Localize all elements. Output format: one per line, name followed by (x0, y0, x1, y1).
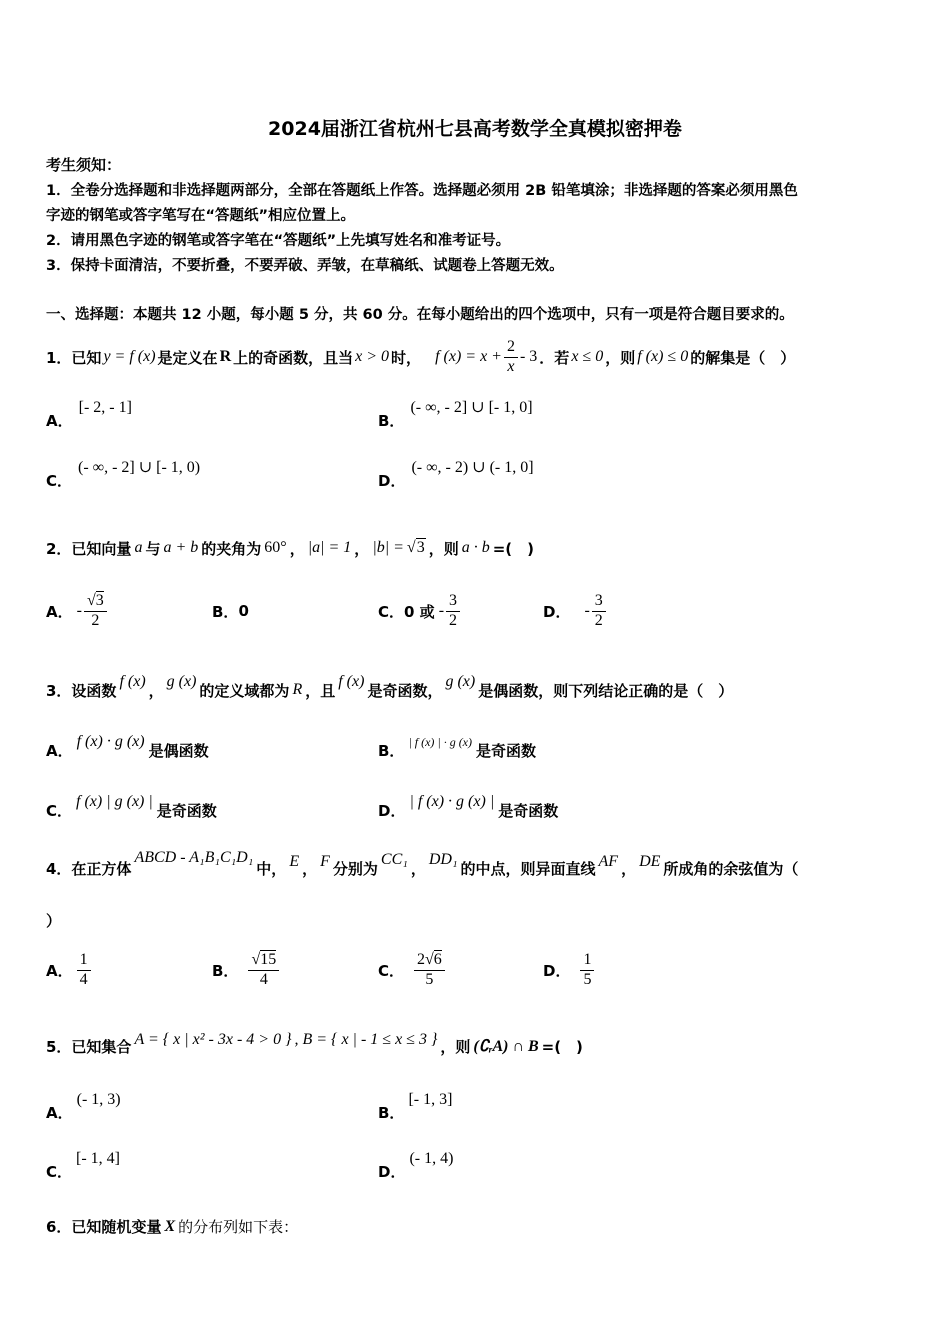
q4-text: 的中点，则异面直线 (460, 859, 596, 878)
q6-X: X (164, 1217, 176, 1235)
q4-option-d[interactable]: D． $\frac{1}{5}$ (543, 946, 594, 994)
q2-vector-a: a (134, 539, 143, 556)
q3-text: 是偶函数，则下列结论正确的是（ ） (478, 681, 734, 700)
q4-option-c[interactable]: C． $\frac{2√6}{5}$ (378, 946, 445, 994)
q2-angle: 60° (264, 539, 287, 556)
q4-option-b[interactable]: B． $\frac{√15}{4}$ (212, 946, 279, 994)
q2-option-d[interactable]: D． - $\frac{3}{2}$ (543, 588, 606, 634)
q1-fx-right: - 3 (519, 348, 538, 365)
q2-sqrt: √3 (406, 539, 425, 556)
q5-text: =( ) (541, 1037, 583, 1056)
q5-expression: (∁ᵣA) ∩ B (473, 1038, 539, 1055)
q4-de: DE (639, 853, 661, 870)
q4-E: E (289, 853, 300, 870)
q1-R: R (219, 348, 232, 365)
q1-text: 上的奇函数，且当 (233, 348, 354, 367)
q1-text: ．若 (539, 348, 570, 367)
q2-option-b[interactable]: B． 0 (212, 602, 249, 621)
q1-inequality: f (x) ≤ 0 (637, 348, 689, 365)
q1-text: 是定义在 (157, 348, 218, 367)
page-title: 2024届浙江省杭州七县高考数学全真模拟密押卷 (268, 118, 682, 140)
q4-sep: ， (302, 859, 318, 878)
q3-sep: ， (148, 681, 164, 700)
q2-dot: a · b (461, 539, 490, 556)
q2-option-c[interactable]: C． 0 或 - $\frac{3}{2}$ (378, 588, 460, 634)
q1-fraction: $\frac{2}{x}$ (504, 338, 518, 376)
q2-number: 2．已知向量 (46, 539, 132, 558)
section-heading: 一、选择题：本题共 12 小题，每小题 5 分，共 60 分。在每小题给出的四个选项中，只有一项是符合题目要求的。 (46, 307, 794, 323)
q3-R: R (292, 681, 303, 698)
q3-f2: f (x) (338, 673, 365, 690)
q3-text: 的定义域都为 (199, 681, 290, 700)
q2-mod-b: |b| = (372, 539, 404, 556)
q2-mod-a: |a| = 1 (307, 539, 352, 556)
notice-line: 字迹的钢笔或答字笔写在“答题纸”相应位置上。 (46, 208, 356, 224)
q1-option-c[interactable]: C．(- ∞, - 2] ∪ [- 1, 0) (46, 459, 201, 490)
q6-number: 6．已知随机变量 (46, 1218, 162, 1236)
q5-option-d[interactable]: D． (- 1, 4) (378, 1150, 454, 1181)
question-2 (46, 532, 534, 564)
q1-option-a[interactable]: A．[- 2, - 1] (46, 399, 132, 430)
question-5 (46, 1030, 583, 1062)
q4-text: 所成角的余弦值为（ (663, 859, 799, 878)
q5-option-b[interactable]: B． [- 1, 3] (378, 1091, 453, 1122)
q3-option-b[interactable]: B． | f (x) | · g (x) 是奇函数 (378, 734, 537, 760)
q5-text: ，则 (440, 1037, 471, 1056)
q4-number: 4．在正方体 (46, 859, 132, 878)
q3-option-d[interactable]: D． | f (x) · g (x) | 是奇函数 (378, 793, 559, 820)
q1-text: ，则 (605, 348, 636, 367)
notice-line: 3．保持卡面清洁，不要折叠，不要弄破、弄皱，在草稿纸、试题卷上答题无效。 (46, 258, 564, 274)
q1-number: 1．已知 (46, 348, 102, 367)
q2-sep: ， (354, 539, 370, 558)
q4-F: F (320, 853, 330, 870)
q3-f: f (x) (119, 673, 146, 690)
q2-vector-sum: a + b (163, 539, 199, 556)
question-6 (46, 1216, 298, 1237)
q2-text: 与 (145, 539, 161, 558)
q3-g2: g (x) (445, 673, 476, 690)
q2-option-a[interactable]: A． - $\frac{√3}{2}$ (46, 588, 107, 634)
q4-sep: ， (621, 859, 637, 878)
q5-number: 5．已知集合 (46, 1037, 132, 1056)
q4-option-a[interactable]: A． $\frac{1}{4}$ (46, 946, 91, 994)
q4-close-paren: ） (46, 912, 62, 930)
q2-text: =( ) (492, 539, 534, 558)
q1-text: 的解集是（ ） (690, 348, 796, 367)
q2-text: 的夹角为 (201, 539, 262, 558)
question-3 (46, 674, 733, 706)
q1-option-d[interactable]: D．(- ∞, - 2) ∪ (- 1, 0] (378, 459, 534, 490)
q4-cc1: CC₁ (380, 851, 408, 868)
question-4 (46, 849, 799, 884)
q1-text: 时， (391, 348, 422, 367)
q3-g: g (x) (166, 673, 197, 690)
q2-text: ，则 (428, 539, 459, 558)
q4-sep: ， (410, 859, 426, 878)
q3-number: 3．设函数 (46, 681, 117, 700)
q3-option-c[interactable]: C． f (x) | g (x) | 是奇函数 (46, 793, 217, 820)
question-1 (46, 334, 795, 380)
q3-text: 是奇函数， (367, 681, 443, 700)
notice-heading: 考生须知： (46, 156, 122, 174)
q1-fx-left: f (x) = x + (435, 348, 502, 365)
q3-option-a[interactable]: A． f (x) · g (x) 是偶函数 (46, 733, 209, 760)
q4-text: 分别为 (332, 859, 378, 878)
q4-text: 中， (256, 859, 287, 878)
q1-condition: x > 0 (355, 348, 390, 365)
notice-line: 2．请用黑色字迹的钢笔或答字笔在“答题纸”上先填写姓名和准考证号。 (46, 233, 511, 249)
q3-text: ，且 (305, 681, 336, 700)
q5-option-c[interactable]: C． [- 1, 4] (46, 1150, 120, 1181)
q2-sep: ， (289, 539, 305, 558)
q5-option-a[interactable]: A． (- 1, 3) (46, 1091, 121, 1122)
q5-set-b: , B = { x | - 1 ≤ x ≤ 3 } (294, 1031, 438, 1048)
q1-condition-2: x ≤ 0 (571, 348, 604, 365)
q4-dd1: DD₁ (428, 851, 458, 868)
q1-function: y = f (x) (103, 348, 156, 365)
q1-option-b[interactable]: B．(- ∞, - 2] ∪ [- 1, 0] (378, 399, 533, 430)
q6-text: 的分布列如下表： (178, 1218, 299, 1236)
notice-line: 1．全卷分选择题和非选择题两部分，全部在答题纸上作答。选择题必须用 2B 铅笔填涂；非选择题的答案必须用黑色 (46, 183, 798, 199)
q4-cube: ABCD - A₁B₁C₁D₁ (134, 849, 254, 866)
q5-set-a: A = { x | x² - 3x - 4 > 0 } (134, 1031, 292, 1048)
q4-af: AF (598, 853, 619, 870)
